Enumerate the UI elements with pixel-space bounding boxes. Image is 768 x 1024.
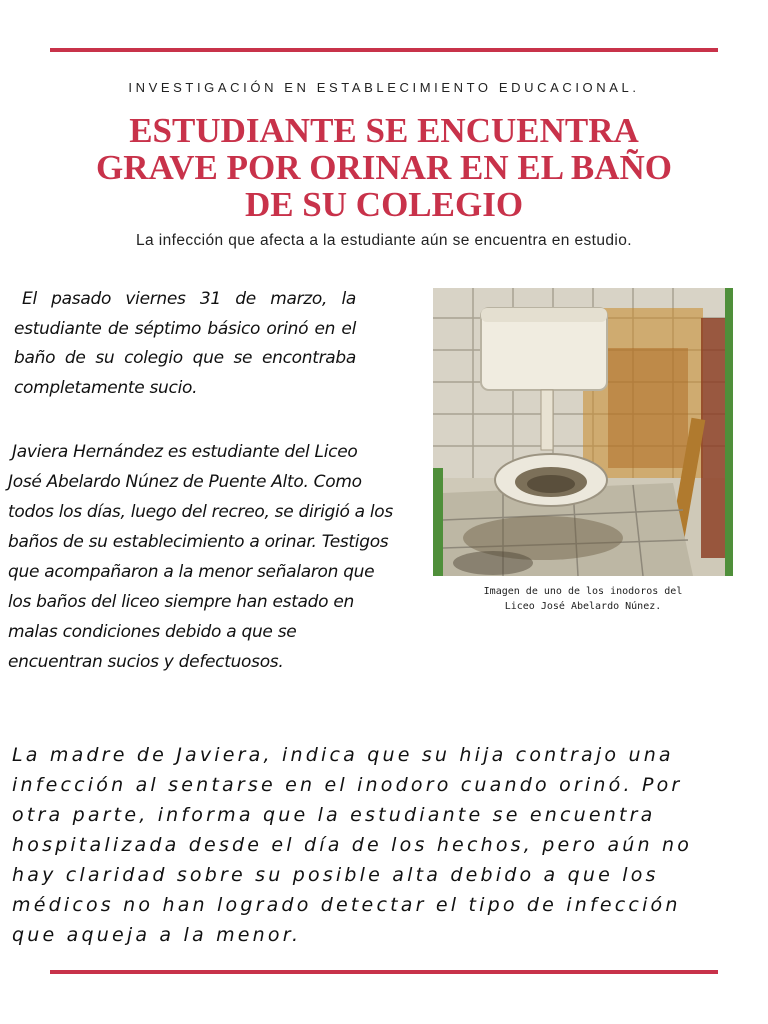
headline-line: ESTUDIANTE SE ENCUENTRA bbox=[129, 111, 639, 150]
headline-line: DE SU COLEGIO bbox=[244, 185, 524, 224]
paragraph-mother: La madre de Javiera, indica que su hija contrajo una infección al sentarse en el inodoro cuando orinó. Por otra parte, informa que la estudiante se encuentra hospitalizada desde el día de los hechos, pero aún no hay claridad sobre su posible alta debido a que los médicos no han logrado detectar el tipo de infección que aqueja a la menor. bbox=[12, 744, 693, 946]
headline-line: GRAVE POR ORINAR EN EL BAÑO bbox=[96, 148, 672, 187]
top-divider bbox=[50, 48, 718, 52]
section-kicker: INVESTIGACIÓN EN ESTABLECIMIENTO EDUCACIONAL. bbox=[128, 80, 640, 95]
toilet-photo bbox=[433, 288, 733, 576]
paragraph-intro: El pasado viernes 31 de marzo, la estudiante de séptimo básico orinó en el baño de su colegio que se encontraba completamente sucio. bbox=[14, 289, 356, 398]
caption-line: Imagen de uno de los inodoros del bbox=[483, 586, 683, 597]
headline bbox=[40, 112, 728, 223]
subheadline: La infección que afecta a la estudiante aún se encuentra en estudio. bbox=[136, 232, 632, 249]
photo-caption bbox=[433, 584, 733, 614]
caption-line: Liceo José Abelardo Núnez. bbox=[504, 601, 662, 612]
paragraph-details: Javiera Hernández es estudiante del Liceo José Abelardo Núnez de Puente Alto. Como todos los días, luego del recreo, se dirigió a los baños de su establecimiento a orinar. Testigos que acompañaron a la menor señalaron que los baños del liceo siempre han estado en malas condiciones debido a que se encuentran sucios y defectuosos. bbox=[8, 442, 393, 672]
bottom-divider bbox=[50, 970, 718, 974]
